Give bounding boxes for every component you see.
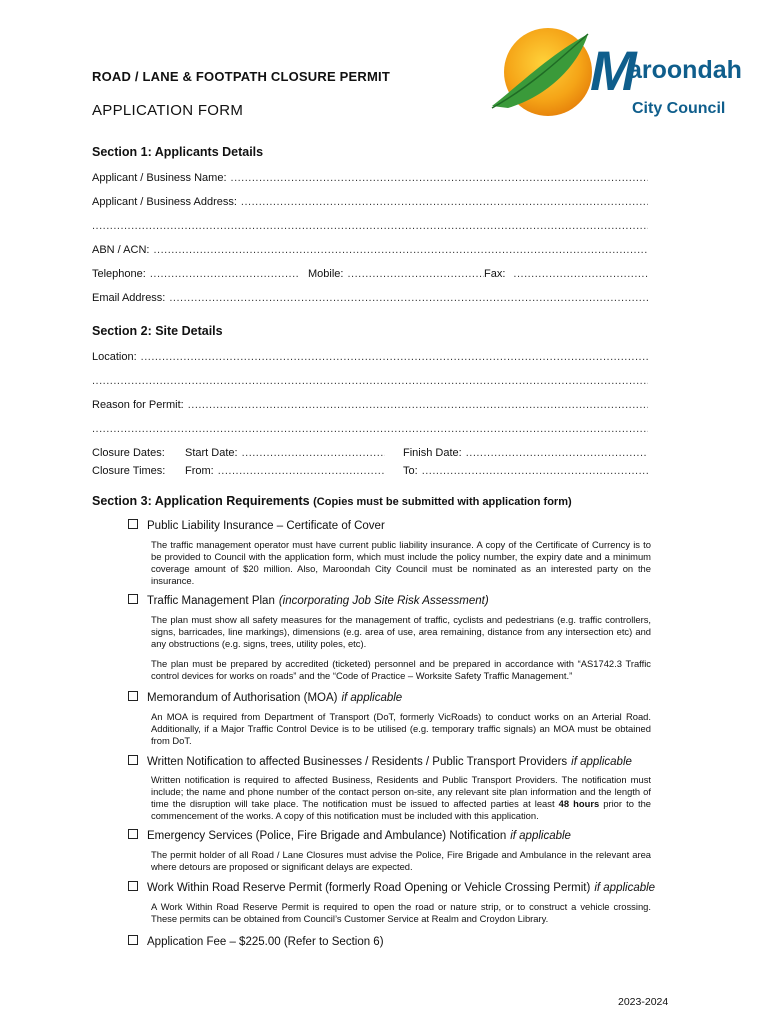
closure-dates-row — [92, 447, 648, 461]
req-emergency-services — [128, 829, 571, 842]
traffic-plan-text-2: The plan must be prepared by accredited (ticketed) personnel and be prepared in accordance with “AS1742.3 Traffic control devices for works on roads” and the “Code of Practice – Worksite Safety Traffic Management.” — [151, 658, 651, 681]
req-road-reserve — [128, 881, 655, 894]
notification-bold: 48 hours — [558, 798, 600, 809]
closure-times-label: Closure Times: — [92, 465, 166, 477]
road-reserve-text: A Work Within Road Reserve Permit is required to open the road or nature strip, or to construct a vehicle crossing. These permits can be obtained from Council’s Customer Service at Realm and Croydon Library. — [151, 901, 651, 924]
public-liability-checkbox[interactable] — [128, 519, 138, 529]
traffic-plan-suffix: (incorporating Job Site Risk Assessment) — [278, 595, 489, 607]
from-time-field[interactable] — [185, 465, 385, 477]
from-label: From: — [185, 465, 214, 477]
moa-label: Memorandum of Authorisation (MOA) — [147, 692, 338, 704]
req-public-liability — [128, 519, 385, 532]
location-field[interactable] — [92, 351, 648, 365]
moa-checkbox[interactable] — [128, 691, 138, 701]
abn-label: ABN / ACN: — [92, 244, 150, 256]
reason-label: Reason for Permit: — [92, 399, 184, 411]
section3-heading — [92, 494, 572, 508]
road-reserve-label: Work Within Road Reserve Permit (formerly Road Opening or Vehicle Crossing Permit) — [147, 882, 591, 894]
business-address-line2-field[interactable] — [92, 220, 648, 234]
business-name-label: Applicant / Business Name: — [92, 172, 227, 184]
emergency-services-label: Emergency Services (Police, Fire Brigade and Ambulance) Notification — [147, 830, 507, 842]
logo-name: aroondah — [628, 56, 742, 84]
form-subtitle: APPLICATION FORM — [92, 102, 244, 119]
abn-field[interactable] — [92, 244, 648, 258]
location-label: Location: — [92, 351, 137, 363]
to-label: To: — [403, 465, 418, 477]
public-liability-text: The traffic management operator must have current public liability insurance. A copy of the Certificate of Currency is to be provided to Council with the application form, which must include the policy number, the expiry date and a minimum coverage amount of $20 million. Also, Maroondah City Council must be nominated as an interested party on the insurance. — [151, 539, 651, 586]
written-notification-label: Written Notification to affected Businesses / Residents / Public Transport Providers — [147, 756, 568, 768]
telephone-field[interactable] — [92, 268, 300, 280]
section3-note: (Copies must be submitted with application form) — [313, 496, 572, 508]
written-notification-checkbox[interactable] — [128, 755, 138, 765]
start-date-label: Start Date: — [185, 447, 238, 459]
section1-heading: Section 1: Applicants Details — [92, 145, 264, 159]
reason-field[interactable] — [92, 399, 648, 413]
notification-text-before: Written notification is required to affected Business, Residents and Public Transport Providers. The notification must include; the name and phone number of the contact person on-site, any relevant site plan information and the length of time the disruption will take place. The notification must be issued to affected parties at least — [151, 774, 651, 809]
phone-row — [92, 268, 648, 282]
traffic-plan-checkbox[interactable] — [128, 594, 138, 604]
emergency-services-checkbox[interactable] — [128, 829, 138, 839]
to-time-field[interactable] — [403, 465, 648, 477]
fax-field[interactable] — [484, 268, 648, 280]
location-line2-field[interactable] — [92, 375, 648, 389]
fax-label: Fax: — [484, 268, 506, 280]
finish-date-field[interactable] — [403, 447, 648, 459]
telephone-label: Telephone: — [92, 268, 146, 280]
req-application-fee — [128, 935, 384, 948]
section2-heading: Section 2: Site Details — [92, 324, 223, 338]
footer-year: 2023-2024 — [618, 996, 669, 1008]
written-notification-suffix: if applicable — [571, 756, 632, 768]
req-traffic-plan — [128, 594, 489, 607]
application-fee-label: Application Fee – $225.00 (Refer to Section 6) — [147, 936, 384, 948]
mobile-field[interactable] — [308, 268, 484, 280]
email-field[interactable] — [92, 292, 648, 306]
written-notification-text — [151, 774, 651, 822]
road-reserve-checkbox[interactable] — [128, 881, 138, 891]
form-title: ROAD / LANE & FOOTPATH CLOSURE PERMIT — [92, 69, 390, 84]
reason-line2-field[interactable] — [92, 423, 648, 437]
public-liability-label: Public Liability Insurance – Certificate of Cover — [147, 520, 385, 532]
start-date-field[interactable] — [185, 447, 385, 459]
logo-initial: M — [590, 39, 637, 102]
traffic-plan-text-1: The plan must show all safety measures for the management of traffic, cyclists and pedestrians (e.g. traffic controllers, signs, barricades, line markings), dimensions (e.g. area of use, area remaining, distance from any intersection etc) and any obstructions (e.g. signs, trees, utility poles, etc). — [151, 614, 651, 649]
req-written-notification — [128, 755, 632, 768]
business-address-label: Applicant / Business Address: — [92, 196, 237, 208]
road-reserve-suffix: if applicable — [594, 882, 656, 894]
emergency-services-text: The permit holder of all Road / Lane Closures must advise the Police, Fire Brigade and Ambulance in the relevant area where detours are proposed or significant delays are expected. — [151, 849, 651, 872]
maroondah-logo — [488, 26, 750, 126]
moa-suffix: if applicable — [341, 692, 403, 704]
notification-text-after: prior to the commencement of the works. A copy of this notification must be included with this application. — [151, 798, 652, 821]
maroondah-logo-graphic — [488, 26, 750, 126]
logo-subname: City Council — [632, 100, 726, 117]
business-name-field[interactable] — [92, 172, 648, 186]
moa-text: An MOA is required from Department of Transport (DoT, formerly VicRoads) to conduct works on an Arterial Road. Additionally, if a Major Traffic Control Device is to be utilised (e.g. temporary traffic signals) an MOA must be obtained from DoT. — [151, 711, 651, 746]
emergency-services-suffix: if applicable — [510, 830, 571, 842]
application-fee-checkbox[interactable] — [128, 935, 138, 945]
business-address-field[interactable] — [92, 196, 648, 210]
closure-times-row — [92, 465, 648, 479]
email-label: Email Address: — [92, 292, 166, 304]
traffic-plan-label: Traffic Management Plan — [147, 595, 275, 607]
req-moa — [128, 691, 402, 704]
finish-date-label: Finish Date: — [403, 447, 462, 459]
closure-dates-label: Closure Dates: — [92, 447, 165, 459]
mobile-label: Mobile: — [308, 268, 344, 280]
section3-title: Section 3: Application Requirements — [92, 494, 310, 508]
